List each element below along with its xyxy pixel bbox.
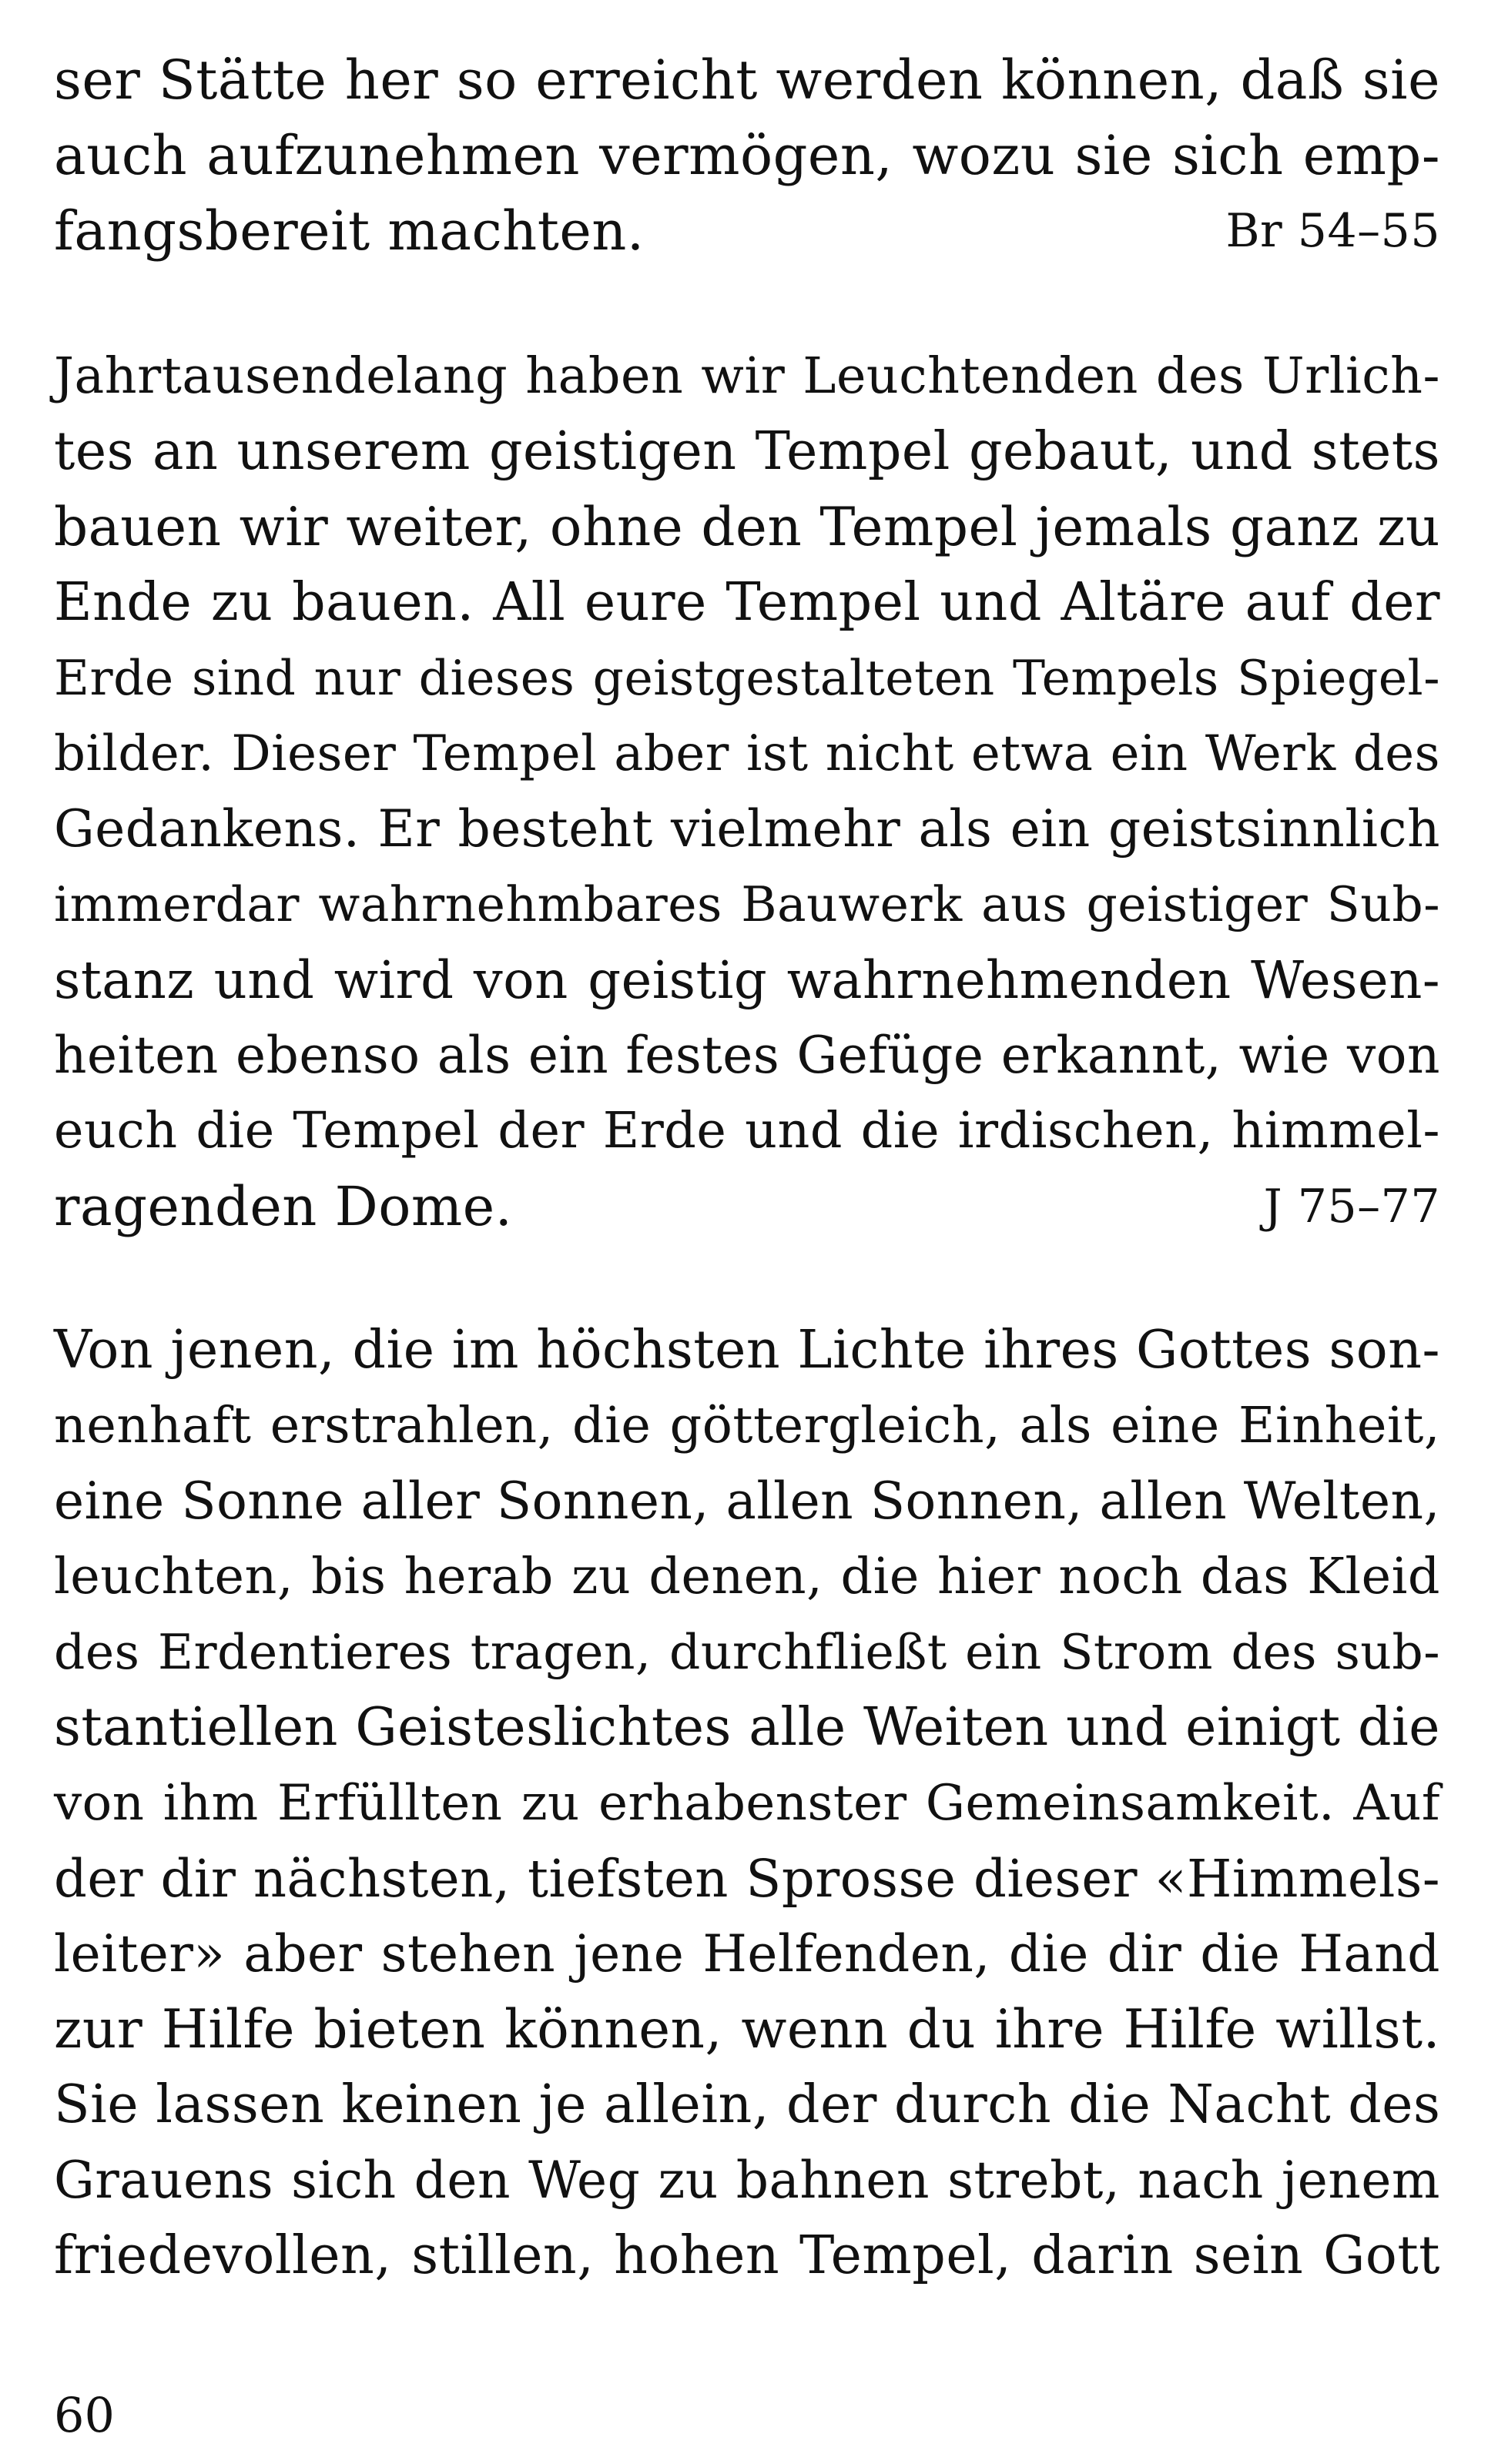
text-line: Sie lassen keinen je allein, der durch die Nacht des bbox=[54, 2074, 1441, 2135]
source-reference: Br 54–55 bbox=[1225, 204, 1440, 258]
text-line-content: ragenden Dome. bbox=[54, 1175, 513, 1238]
text-line-last bbox=[54, 1169, 1440, 1244]
text-line: Gedankens. Er besteht vielmehr als ein geistsinnlich bbox=[54, 799, 1440, 859]
text-line: euch die Tempel der Erde und die irdischen, himmel- bbox=[54, 1102, 1440, 1160]
paragraph-3 bbox=[54, 1313, 1440, 2294]
text-line: nenhaft erstrahlen, die göttergleich, als eine Einheit, bbox=[54, 1397, 1440, 1455]
text-line: Ende zu bauen. All eure Tempel und Altäre auf der bbox=[54, 572, 1440, 633]
text-line: tes an unserem geistigen Tempel gebaut, und stets bbox=[54, 421, 1440, 482]
text-line: Jahrtausendelang haben wir Leuchtenden des Urlich- bbox=[54, 347, 1440, 405]
text-line-last bbox=[54, 193, 1440, 269]
text-line: des Erdentieres tragen, durchfließt ein Strom des sub- bbox=[54, 1624, 1440, 1680]
text-line: von ihm Erfüllten zu erhabenster Gemeinsamkeit. Auf bbox=[54, 1775, 1440, 1832]
text-line: ser Stätte her so erreicht werden können, daß sie bbox=[54, 49, 1440, 112]
text-line: stanz und wird von geistig wahrnehmenden Wesen- bbox=[54, 950, 1440, 1010]
paragraph-1 bbox=[54, 42, 1440, 269]
text-line: der dir nächsten, tiefsten Sprosse dieser «Himmels- bbox=[54, 1849, 1440, 1909]
text-line: Grauens sich den Weg zu bahnen strebt, nach jenem bbox=[54, 2151, 1440, 2210]
text-line: Von jenen, die im höchsten Lichte ihres Gottes son- bbox=[54, 1320, 1440, 1381]
text-line: bauen wir weiter, ohne den Tempel jemals ganz zu bbox=[54, 497, 1440, 558]
text-line: zur Hilfe bieten können, wenn du ihre Hilfe willst. bbox=[54, 1999, 1440, 2061]
text-line: eine Sonne aller Sonnen, allen Sonnen, allen Welten, bbox=[54, 1471, 1440, 1531]
text-line: auch aufzunehmen vermögen, wozu sie sich emp- bbox=[54, 124, 1440, 187]
text-line: heiten ebenso als ein festes Gefüge erkannt, wie von bbox=[54, 1026, 1440, 1085]
page-number: 60 bbox=[54, 2387, 115, 2443]
text-line-content: fangsbereit machten. bbox=[54, 199, 645, 263]
text-line: immerdar wahrnehmbares Bauwerk aus geistiger Sub- bbox=[54, 876, 1440, 932]
text-line: leiter» aber stehen jene Helfenden, die dir die Hand bbox=[54, 1924, 1440, 1984]
text-line: leuchten, bis herab zu denen, die hier noch das Kleid bbox=[54, 1548, 1440, 1605]
text-line: Erde sind nur dieses geistgestalteten Tempels Spiegel- bbox=[54, 650, 1440, 706]
text-line: friedevollen, stillen, hohen Tempel, darin sein Gott bbox=[54, 2225, 1440, 2286]
source-reference: J 75–77 bbox=[1263, 1180, 1440, 1234]
text-line: bilder. Dieser Tempel aber ist nicht etwa ein Werk des bbox=[54, 725, 1440, 782]
paragraph-2 bbox=[54, 339, 1440, 1244]
text-line: stantiellen Geisteslichtes alle Weiten und einigt die bbox=[54, 1697, 1440, 1758]
